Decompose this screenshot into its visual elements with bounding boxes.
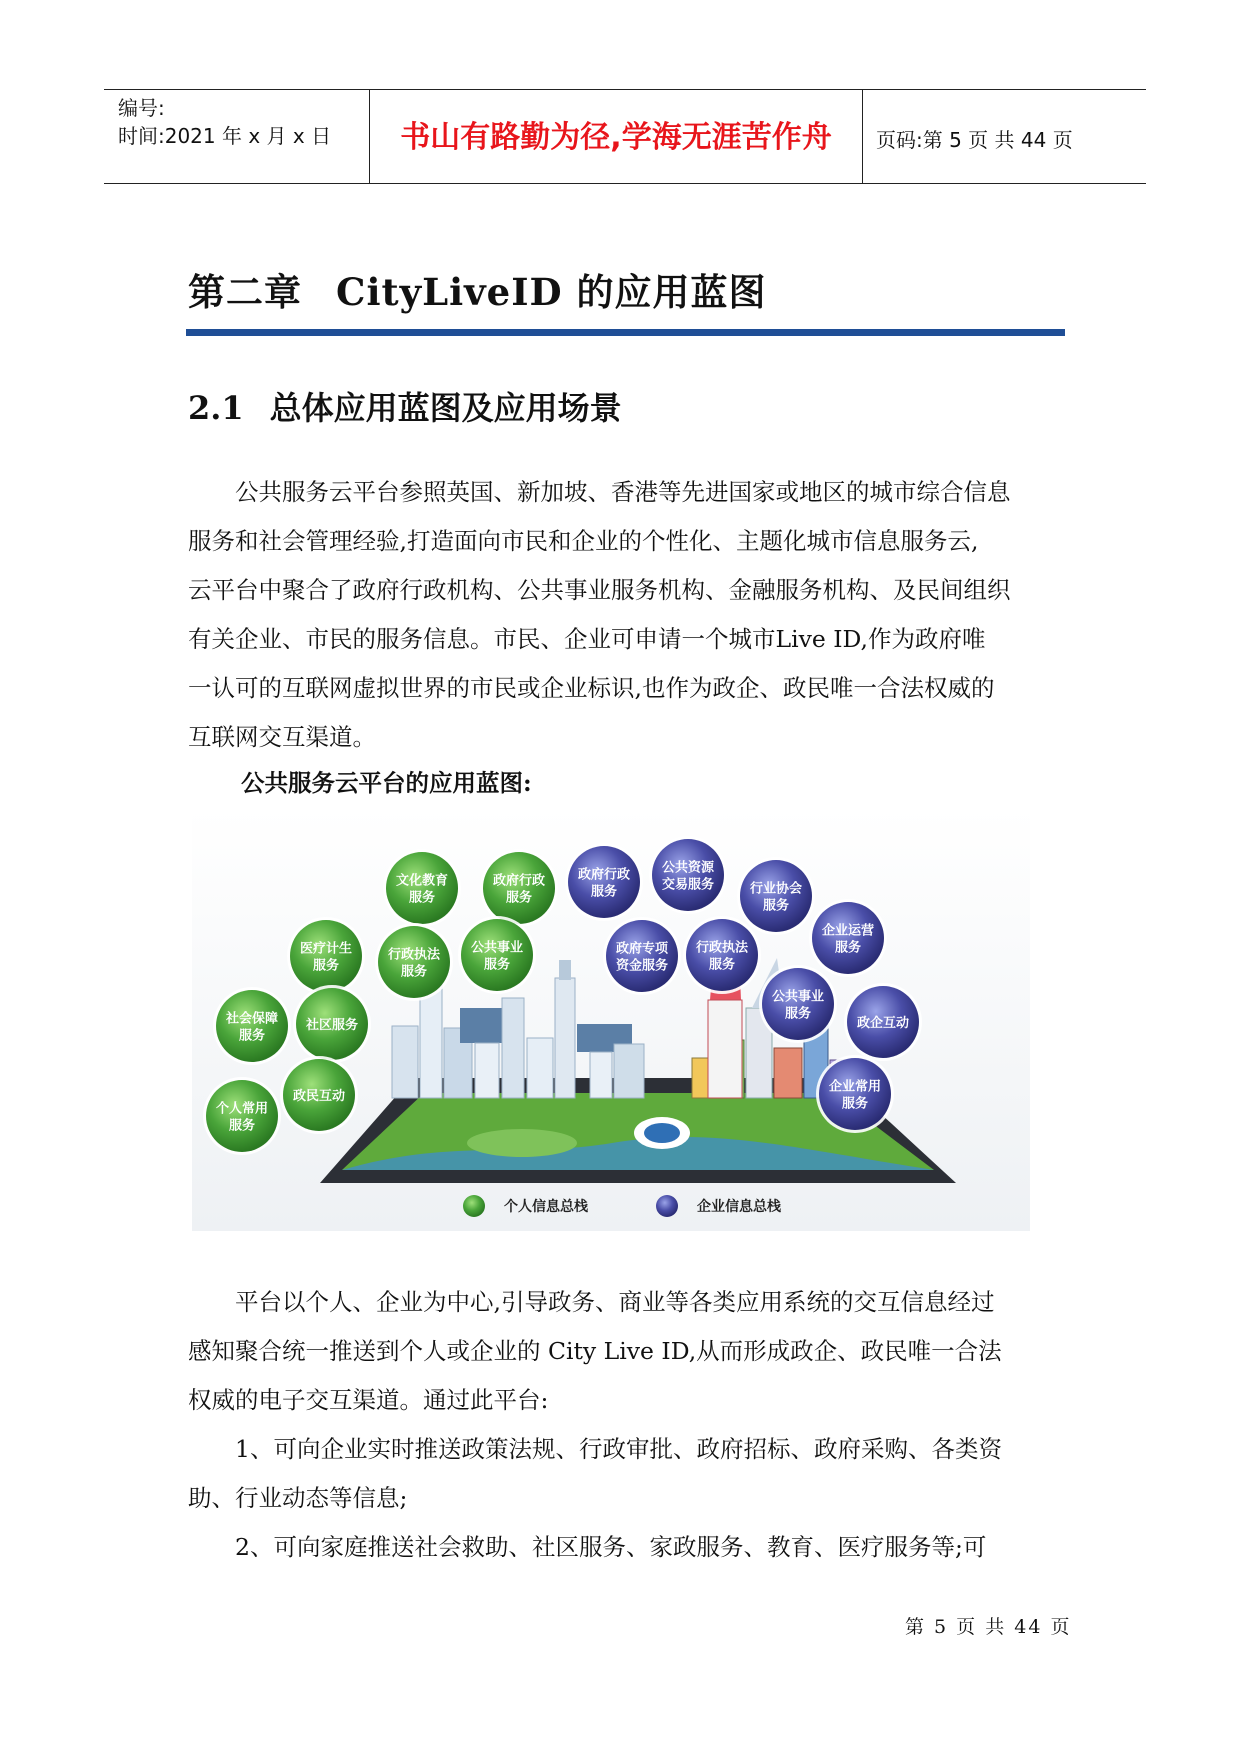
personal-bubble-label: 服务	[238, 1028, 266, 1044]
legend-enterprise-label: 企业信息总栈	[697, 1199, 781, 1215]
enterprise-bubble-label: 公共事业	[771, 989, 825, 1005]
personal-bubble-label: 行政执法	[387, 947, 441, 963]
personal-bubble-label: 个人常用	[215, 1101, 269, 1117]
list-item-1	[188, 1425, 1068, 1523]
enterprise-bubble-label: 服务	[841, 1096, 869, 1112]
section-title: 总体应用蓝图及应用场景	[269, 389, 622, 427]
enterprise-bubble-label: 政府行政	[577, 867, 631, 883]
personal-bubble-label: 服务	[312, 958, 340, 974]
enterprise-bubble-label: 服务	[834, 940, 862, 956]
header-divider-right	[862, 89, 863, 184]
personal-bubble-label: 文化教育	[395, 873, 449, 889]
chapter-name: CityLiveID 的应用蓝图	[336, 270, 767, 314]
enterprise-bubble-label: 公共资源	[661, 860, 715, 876]
enterprise-bubble	[565, 843, 643, 921]
personal-bubble	[375, 923, 453, 1001]
personal-bubble	[383, 849, 461, 927]
enterprise-bubble-label: 企业常用	[828, 1079, 882, 1095]
enterprise-bubble-label: 企业运营	[821, 923, 875, 939]
personal-bubble-label: 服务	[408, 890, 436, 906]
list-item-2	[188, 1523, 1068, 1572]
personal-bubble-label: 社会保障	[225, 1011, 279, 1027]
personal-bubble	[213, 987, 291, 1065]
body-paragraph	[188, 1278, 1068, 1425]
enterprise-bubble	[816, 1055, 894, 1133]
enterprise-bubble-label: 行政执法	[695, 940, 749, 956]
paragraph-line: 权威的电子交互渠道。通过此平台:	[188, 1386, 549, 1414]
header-motto: 书山有路勤为径,学海无涯苦作舟	[400, 120, 832, 155]
paragraph-line: 平台以个人、企业为中心,引导政务、商业等各类应用系统的交互信息经过	[235, 1288, 995, 1316]
enterprise-bubble-label: 服务	[708, 957, 736, 973]
intro-paragraph	[188, 468, 1068, 762]
personal-bubble-label: 政府行政	[492, 873, 546, 889]
enterprise-bubble	[737, 857, 815, 935]
chapter-title	[188, 262, 766, 316]
blueprint-illustration	[192, 808, 1030, 1231]
personal-bubble	[203, 1077, 281, 1155]
list-item-line: 1、可向企业实时推送政策法规、行政审批、政府招标、政府采购、各类资	[235, 1435, 1002, 1463]
header-number-label: 编号:	[118, 96, 165, 120]
paragraph-line: 一认可的互联网虚拟世界的市民或企业标识,也作为政企、政民唯一合法权威的	[188, 674, 995, 702]
section-number: 2.1	[188, 389, 244, 427]
paragraph-line: 感知聚合统一推送到个人或企业的 City Live ID,从而形成政企、政民唯一合法	[188, 1337, 1002, 1365]
personal-bubble-label: 医疗计生	[299, 941, 353, 957]
enterprise-bubble	[759, 965, 837, 1043]
personal-bubble	[293, 985, 371, 1063]
list-item-line: 2、可向家庭推送社会救助、社区服务、家政服务、教育、医疗服务等;可	[235, 1533, 987, 1561]
enterprise-bubble-label: 政府专项	[615, 941, 669, 957]
enterprise-bubble	[809, 899, 887, 977]
legend-personal-dot	[463, 1195, 485, 1217]
enterprise-bubble-label: 服务	[784, 1006, 812, 1022]
personal-bubble-label: 服务	[483, 957, 511, 973]
enterprise-bubble-label: 服务	[762, 898, 790, 914]
figure-caption: 公共服务云平台的应用蓝图:	[241, 769, 532, 797]
personal-bubble-label: 社区服务	[305, 1018, 359, 1033]
header-meta	[118, 94, 331, 150]
header-bottom-rule	[104, 183, 1146, 184]
enterprise-bubble	[683, 916, 761, 994]
personal-bubble	[287, 917, 365, 995]
enterprise-bubble-label: 政企互动	[856, 1016, 910, 1031]
enterprise-bubble-label: 服务	[590, 884, 618, 900]
header-page-info: 页码:第 5 页 共 44 页	[876, 128, 1073, 152]
enterprise-bubble-label: 资金服务	[615, 958, 669, 974]
personal-bubble	[280, 1056, 358, 1134]
page-footer: 第 5 页 共 44 页	[905, 1616, 1072, 1638]
chapter-rule	[186, 329, 1065, 336]
paragraph-line: 服务和社会管理经验,打造面向市民和企业的个性化、主题化城市信息服务云,	[188, 527, 979, 555]
paragraph-line: 互联网交互渠道。	[188, 723, 376, 751]
personal-bubble-label: 服务	[505, 890, 533, 906]
legend-enterprise-dot	[656, 1195, 678, 1217]
enterprise-bubble-label: 行业协会	[749, 881, 803, 897]
blueprint-figure	[192, 808, 1030, 1231]
personal-bubble-label: 服务	[400, 964, 428, 980]
enterprise-bubble	[649, 836, 727, 914]
paragraph-line: 有关企业、市民的服务信息。市民、企业可申请一个城市Live ID,作为政府唯	[188, 625, 986, 653]
list-item-line: 助、行业动态等信息;	[188, 1484, 408, 1512]
paragraph-line: 公共服务云平台参照英国、新加坡、香港等先进国家或地区的城市综合信息	[235, 478, 1011, 506]
personal-bubble	[480, 849, 558, 927]
personal-bubble-label: 政民互动	[292, 1089, 346, 1104]
personal-bubble-label: 服务	[228, 1118, 256, 1134]
personal-bubble	[458, 916, 536, 994]
legend-personal-label: 个人信息总栈	[504, 1199, 588, 1215]
section-heading	[188, 383, 622, 429]
enterprise-bubble	[844, 983, 922, 1061]
enterprise-bubble	[603, 917, 681, 995]
personal-bubble-label: 公共事业	[470, 940, 524, 956]
header-time-label: 时间:2021 年 x 月 x 日	[118, 124, 332, 148]
enterprise-bubble-label: 交易服务	[661, 877, 715, 893]
chapter-number: 第二章	[188, 270, 302, 314]
paragraph-line: 云平台中聚合了政府行政机构、公共事业服务机构、金融服务机构、及民间组织	[188, 576, 1011, 604]
header-top-rule	[104, 89, 1146, 90]
